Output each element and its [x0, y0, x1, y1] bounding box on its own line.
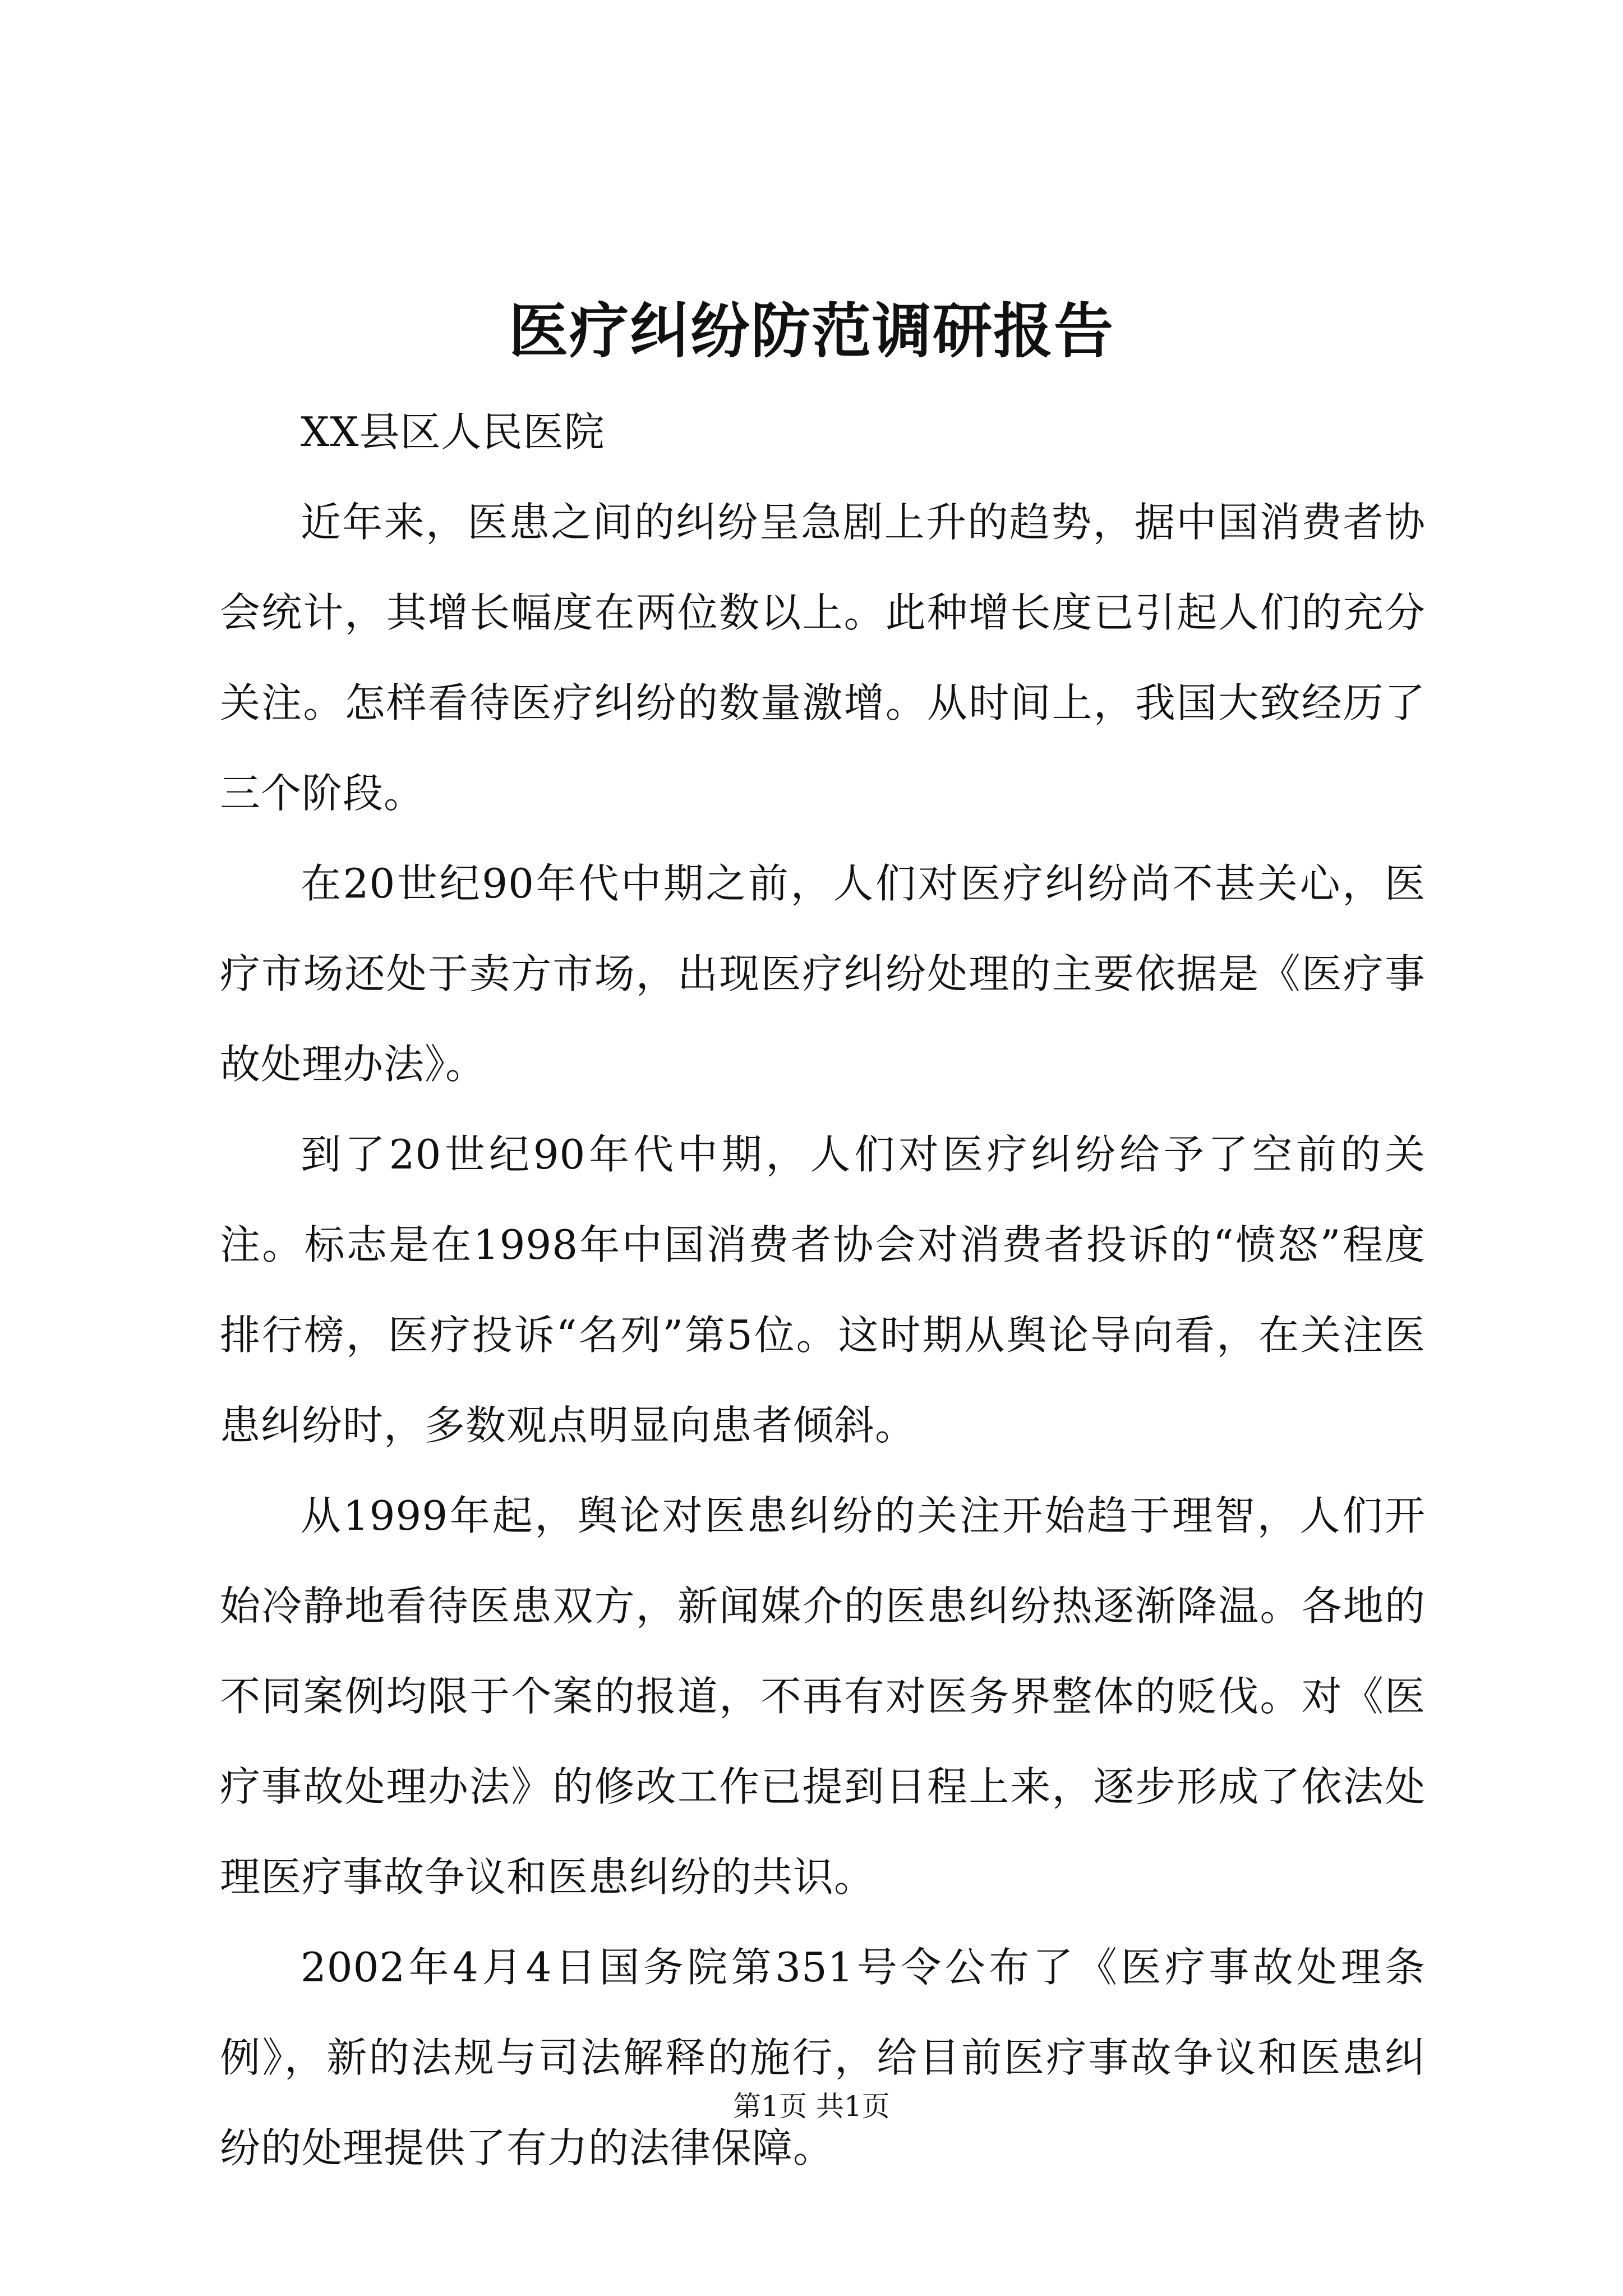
paragraph-stage-one: 在20世纪90年代中期之前，人们对医疗纠纷尚不甚关心，医疗市场还处于卖方市场，出现医疗纠纷处理的主要依据是《医疗事故处理办法》。: [220, 860, 1426, 1088]
paragraph-stage-three: 从1999年起，舆论对医患纠纷的关注开始趋于理智，人们开始冷静地看待医患双方，新闻媒介的医患纠纷热逐渐降温。各地的不同案例均限于个案的报道，不再有对医务界整体的贬伐。对《医疗事故处理办法》的修改工作已提到日程上来，逐步形成了依法处理医疗事故争议和医患纠纷的共识。: [220, 1492, 1426, 1901]
paragraph-intro: 近年来，医患之间的纠纷呈急剧上升的趋势，据中国消费者协会统计，其增长幅度在两位数以上。此种增长度已引起人们的充分关注。怎样看待医疗纠纷的数量激增。从时间上，我国大致经历了三个阶段。: [220, 499, 1426, 817]
document-title: 医疗纠纷防范调研报告: [509, 296, 1114, 366]
author-line: XX县区人民医院: [301, 408, 605, 455]
page-number-footer: 第1页 共1页: [733, 2090, 890, 2123]
paragraph-regulation: 2002年4月4日国务院第351号令公布了《医疗事故处理条例》，新的法规与司法解释的施行，给目前医疗事故争议和医患纠纷的处理提供了有力的法律保障。: [220, 1944, 1426, 2171]
document-body: [220, 387, 1426, 2193]
paragraph-stage-two: 到了20世纪90年代中期，人们对医疗纠纷给予了空前的关注。标志是在1998年中国消费者协会对消费者投诉的“愤怒”程度排行榜，医疗投诉“名列”第5位。这时期从舆论导向看，在关注医患纠纷时，多数观点明显向患者倾斜。: [220, 1131, 1426, 1449]
